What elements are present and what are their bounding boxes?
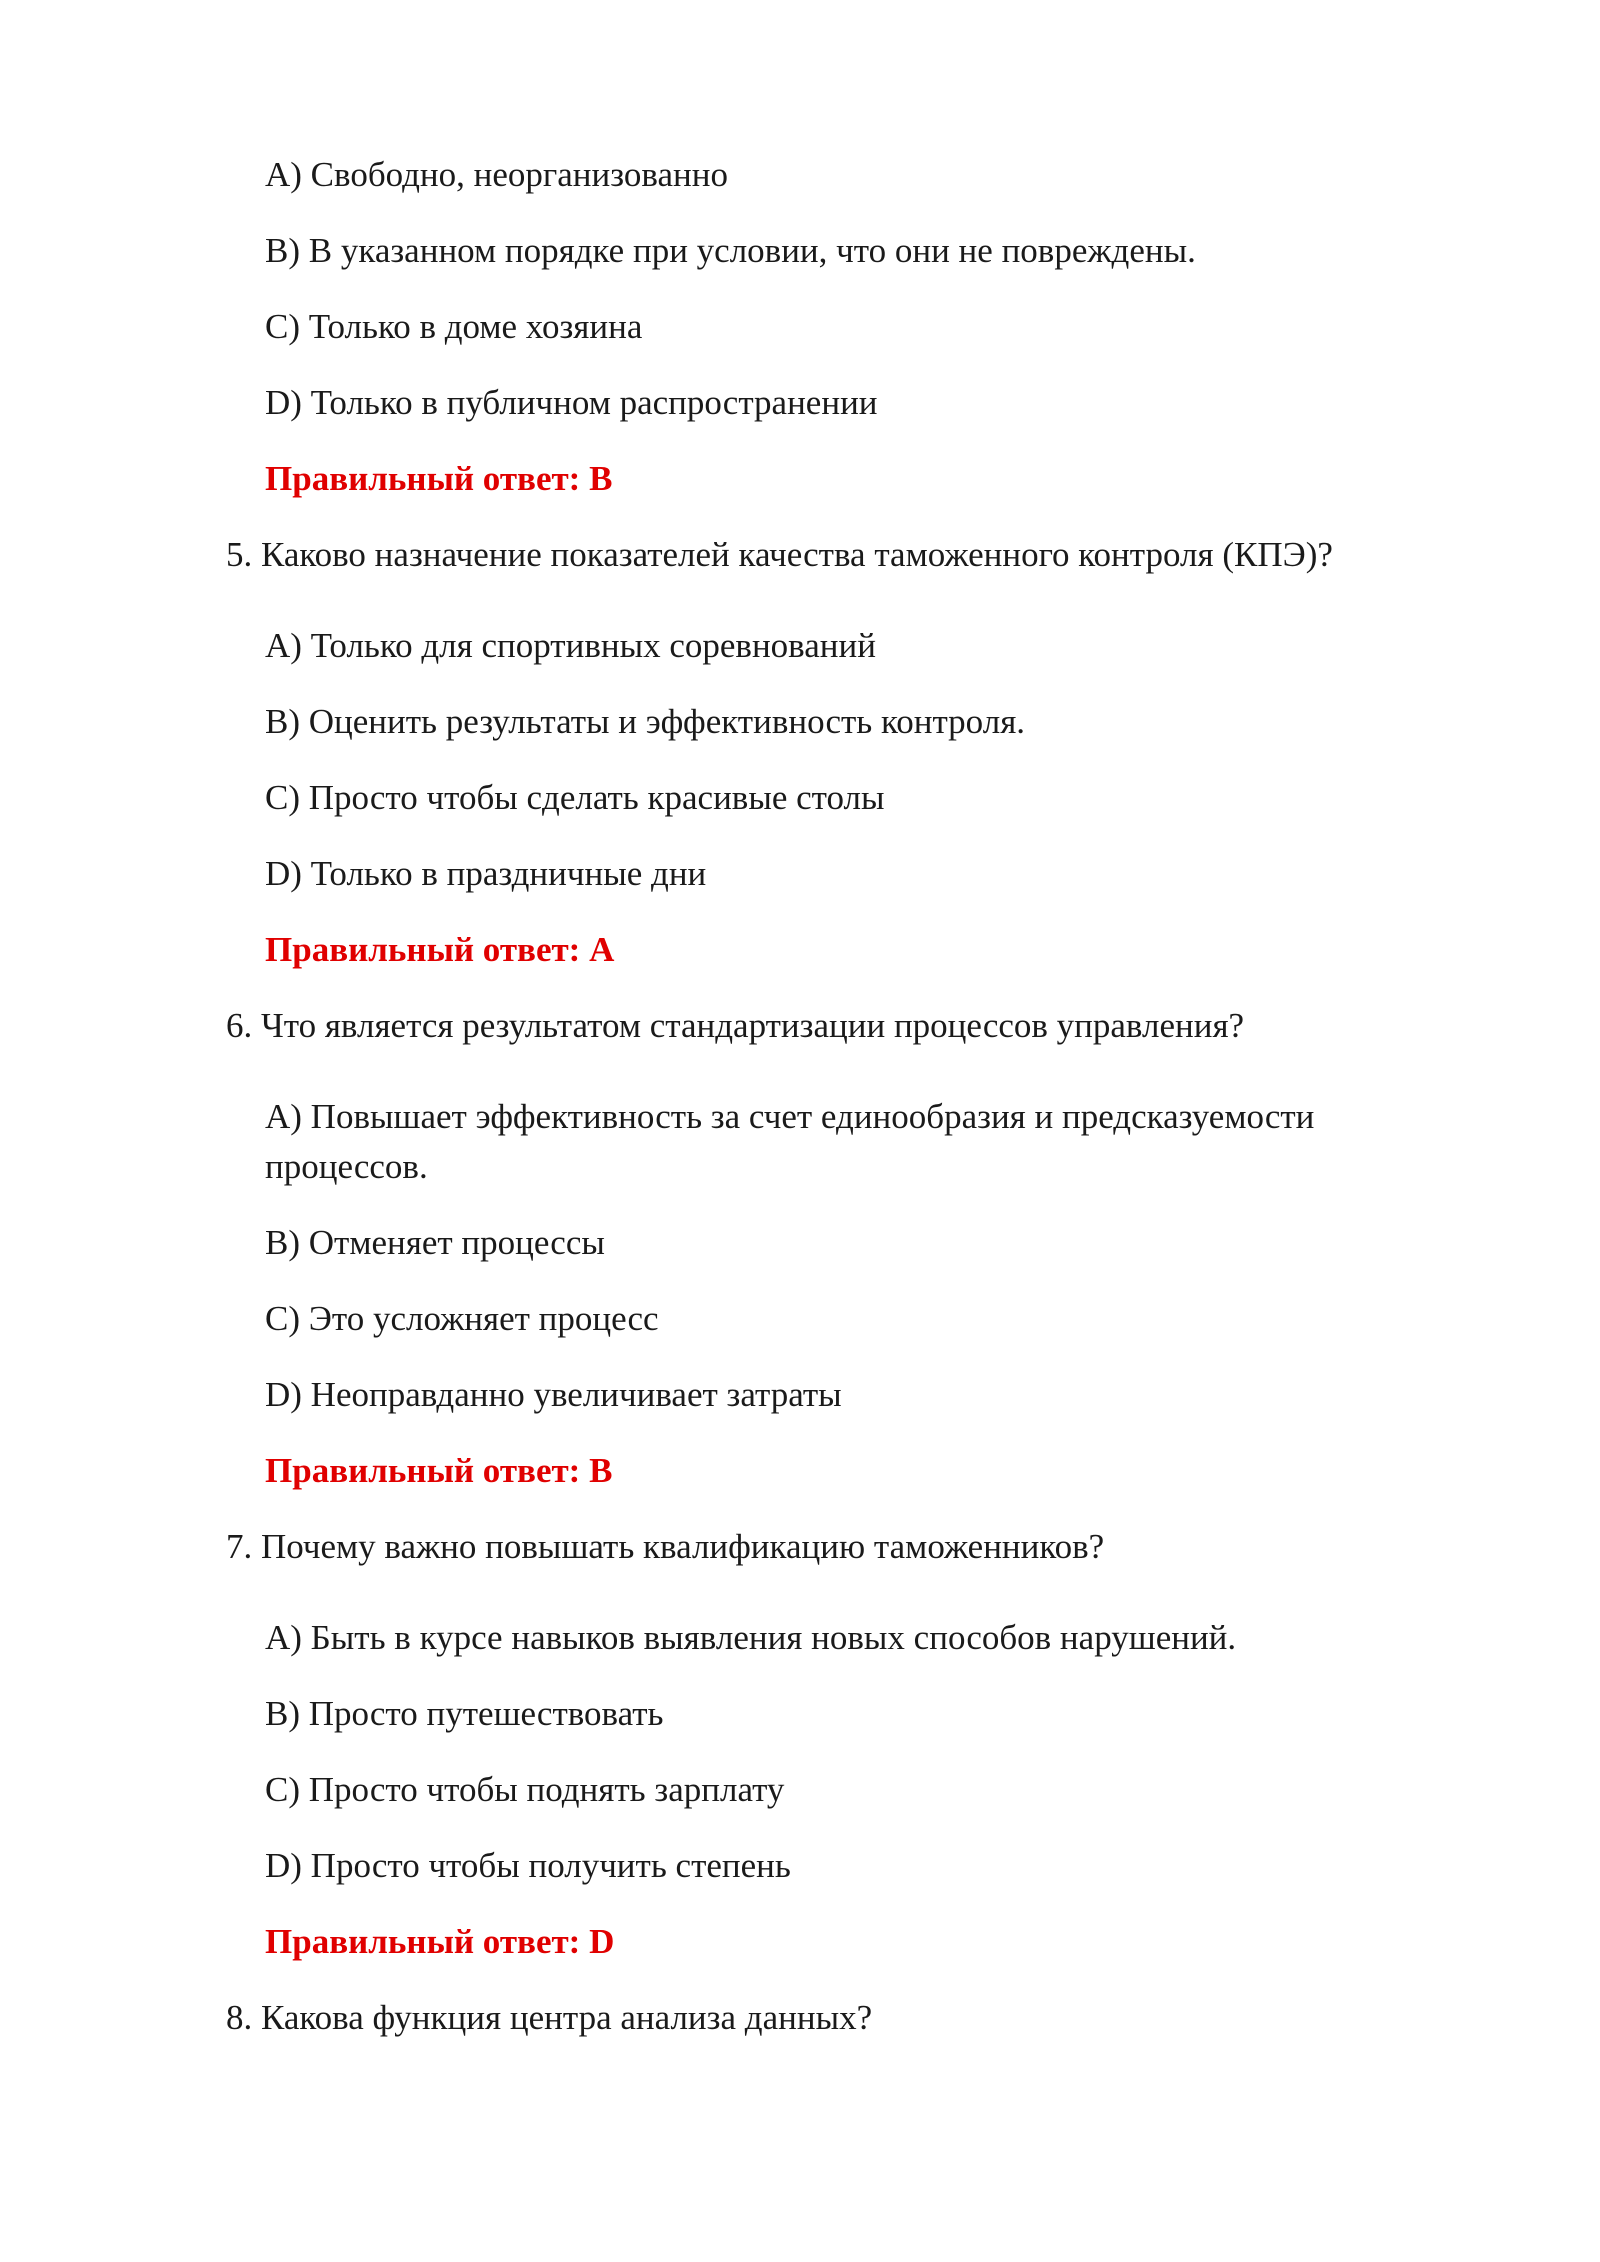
option-c: C) Просто чтобы поднять зарплату (265, 1770, 785, 1809)
option-a: A) Только для спортивных соревнований (265, 626, 876, 665)
correct-answer: Правильный ответ: B (265, 1451, 613, 1490)
question-text: 7. Почему важно повышать квалификацию таможенников? (226, 1527, 1105, 1566)
option-d: D) Просто чтобы получить степень (265, 1846, 791, 1885)
option-d: D) Только в публичном распространении (265, 383, 878, 422)
option-b: B) Отменяет процессы (265, 1223, 605, 1262)
option-a: A) Быть в курсе навыков выявления новых способов нарушений. (265, 1618, 1237, 1657)
option-c: C) Просто чтобы сделать красивые столы (265, 778, 885, 817)
question-text: 6. Что является результатом стандартизации процессов управления? (226, 1006, 1245, 1045)
option-c: C) Это усложняет процесс (265, 1299, 659, 1338)
question-text: 8. Какова функция центра анализа данных? (226, 1998, 873, 2037)
option-c: C) Только в доме хозяина (265, 307, 643, 346)
option-d: D) Неоправданно увеличивает затраты (265, 1375, 842, 1414)
correct-answer: Правильный ответ: D (265, 1922, 615, 1961)
correct-answer: Правильный ответ: A (265, 930, 615, 969)
option-b: B) В указанном порядке при условии, что они не повреждены. (265, 231, 1196, 270)
option-d: D) Только в праздничные дни (265, 854, 707, 893)
option-b: B) Оценить результаты и эффективность контроля. (265, 702, 1026, 741)
option-a: A) Повышает эффективность за счет единообразия и предсказуемости процессов. (265, 1097, 1315, 1186)
question-text: 5. Каково назначение показателей качества таможенного контроля (КПЭ)? (226, 535, 1333, 574)
option-a: A) Свободно, неорганизованно (265, 155, 728, 194)
correct-answer: Правильный ответ: B (265, 459, 613, 498)
option-b: B) Просто путешествовать (265, 1694, 664, 1733)
